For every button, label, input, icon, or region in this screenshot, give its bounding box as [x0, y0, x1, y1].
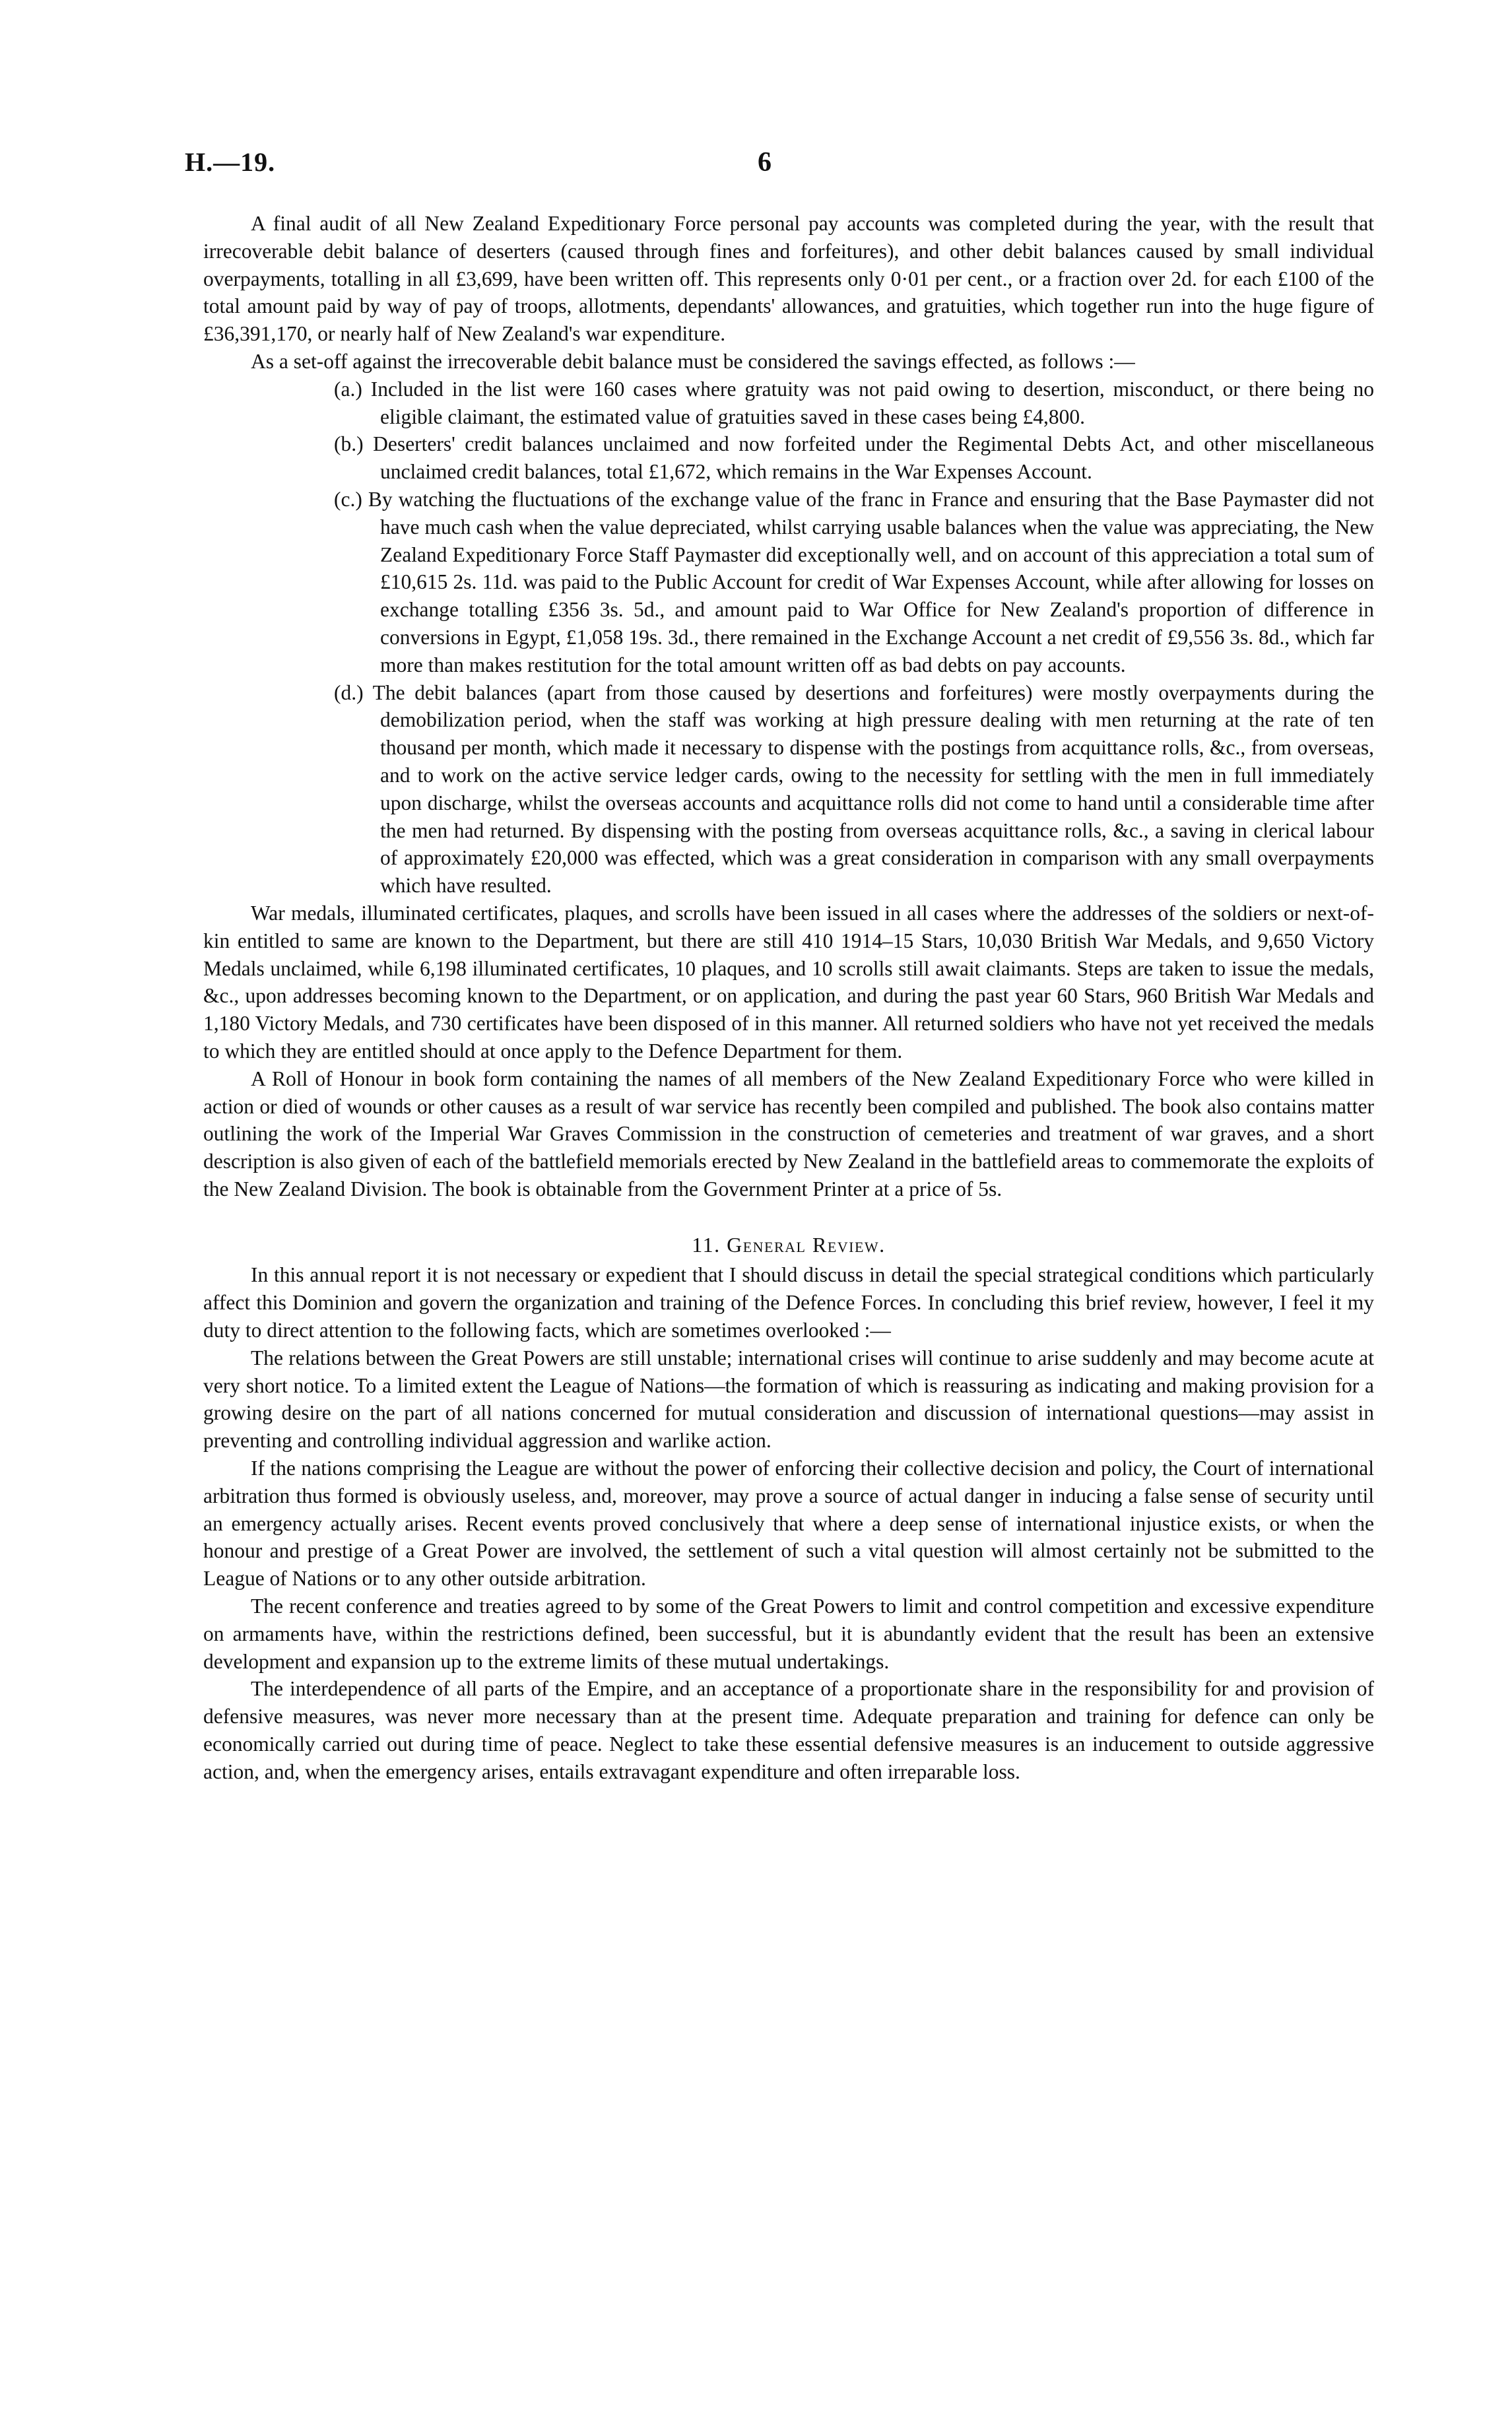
list-item-b: (b.) Deserters' credit balances unclaimed and now forfeited under the Regimental Debts Act, and other miscellaneous unclaimed credit balances, total £1,672, which remains in the War Expenses Account. — [334, 432, 1374, 484]
paragraph-audit: A final audit of all New Zealand Expeditionary Force personal pay accounts was completed during the year, with the result that irrecoverable debit balance of deserters (caused through fines and forfeitures), and other debit balances caused by small individual overpayments, totalling in all £3,699, have been written off. This represents only 0·01 per cent., or a fraction over 2d. for each £100 of the total amount paid by way of pay of troops, allotments, dependants' allowances, and gratuities, which together run into the huge figure of £36,391,170, or nearly half of New Zealand's war expenditure. — [203, 212, 1374, 346]
paragraph-annual-report: In this annual report it is not necessary or expedient that I should discuss in detail the special strategical conditions which particularly affect this Dominion and govern the organization and training of the Defence Forces. In concluding this brief review, however, I feel it my duty to direct attention to the following facts, which are sometimes overlooked :— — [203, 1263, 1374, 1342]
paragraph-conference-treaties: The recent conference and treaties agreed to by some of the Great Powers to limit and control competition and excessive expenditure on armaments have, within the restrictions defined, been successful, but it is abundantly evident that the result has been an extensive development and expansion up to the extreme limits of these mutual undertakings. — [203, 1594, 1374, 1673]
list-item-d: (d.) The debit balances (apart from those caused by desertions and forfeitures) were mostly overpayments during the demobilization period, when the staff was working at high pressure dealing with men returning at the rate of ten thousand per month, which made it necessary to dispense with the postings from acquittance rolls, &c., from overseas, and to work on the active service ledger cards, owing to the necessity for settling with the men in full immediately upon discharge, whilst the overseas accounts and acquittance rolls did not come to hand until a considerable time after the men had returned. By dispensing with the posting from overseas acquittance rolls, &c., a saving in clerical labour of approximately £20,000 was effected, which was a great consideration in comparison with any small overpayments which have resulted. — [334, 680, 1374, 898]
paragraph-war-medals: War medals, illuminated certificates, plaques, and scrolls have been issued in all cases where the addresses of the soldiers or next-of-kin entitled to same are known to the Department, but there are still 410 1914–15 Stars, 10,030 British War Medals, and 9,650 Victory Medals unclaimed, while 6,198 illuminated certificates, 10 plaques, and 10 scrolls still await claimants. Steps are taken to issue the medals, &c., upon addresses becoming known to the Department, or on application, and during the past year 60 Stars, 960 British War Medals and 1,180 Victory Medals, and 730 certificates have been disposed of in this manner. All returned soldiers who have not yet received the medals to which they are entitled should at once apply to the Defence Department for them. — [203, 901, 1374, 1063]
page-header — [0, 147, 1512, 186]
list-item-c: (c.) By watching the fluctuations of the exchange value of the franc in France and ensuring that the Base Paymaster did not have much cash when the value depreciated, whilst carrying usable balances when the value was appreciating, the New Zealand Expeditionary Force Staff Paymaster did exceptionally well, and on account of this appreciation a total sum of £10,615 2s. 11d. was paid to the Public Account for credit of War Expenses Account, while after allowing for losses on exchange totalling £356 3s. 5d., and amount paid to War Office for New Zealand's proportion of difference in conversions in Egypt, £1,058 19s. 3d., there remained in the Exchange Account a net credit of £9,556 3s. 8d., which far more than makes restitution for the total amount written off as bad debts on pay accounts. — [334, 487, 1374, 676]
list-item-a: (a.) Included in the list were 160 cases where gratuity was not paid owing to desertion, misconduct, or there being no eligible claimant, the estimated value of gratuities saved in these cases being £4,800. — [334, 377, 1374, 428]
paragraph-empire-defence: The interdependence of all parts of the Empire, and an acceptance of a proportionate share in the responsibility for and provision of defensive measures, was never more necessary than at the present time. Adequate preparation and training for defence can only be economically carried out during time of peace. Neglect to take these essential defensive measures is an inducement to outside aggressive action, and, when the emergency arises, entails extravagant expenditure and often irreparable loss. — [203, 1677, 1374, 1783]
document-reference: H.—19. — [185, 147, 276, 177]
page-number: 6 — [758, 147, 772, 178]
paragraph-roll-of-honour: A Roll of Honour in book form containing the names of all members of the New Zealand Expeditionary Force who were killed in action or died of wounds or other causes as a result of war service has recently been compiled and published. The book also contains matter outlining the work of the Imperial War Graves Commission in the construction of cemeteries and treatment of war graves, and a short description is also given of each of the battlefield memorials erected by New Zealand in the battlefield areas to commemorate the exploits of the New Zealand Division. The book is obtainable from the Government Printer at a price of 5s. — [203, 1067, 1374, 1200]
paragraph-great-powers: The relations between the Great Powers are still unstable; international crises will continue to arise suddenly and may become acute at very short notice. To a limited extent the League of Nations—the formation of which is reassuring as indicating and making provision for a growing desire on the part of all nations concerned for mutual consideration and discussion of international questions—may assist in preventing and controlling individual aggression and warlike action. — [203, 1346, 1374, 1453]
paragraph-setoff: As a set-off against the irrecoverable debit balance must be considered the savings effected, as follows :— — [251, 349, 1135, 373]
document-body — [203, 210, 1374, 1786]
paragraph-league-nations: If the nations comprising the League are without the power of enforcing their collective decision and policy, the Court of international arbitration thus formed is obviously useless, and, moreover, may prove a source of actual danger in inducing a false sense of security until an emergency actually arises. Recent events proved conclusively that where a deep sense of international injustice exists, or when the honour and prestige of a Great Power are involved, the settlement of such a vital question will almost certainly not be submitted to the League of Nations or to any other outside arbitration. — [203, 1457, 1374, 1591]
section-heading-general-review: 11. General Review. — [692, 1232, 886, 1257]
